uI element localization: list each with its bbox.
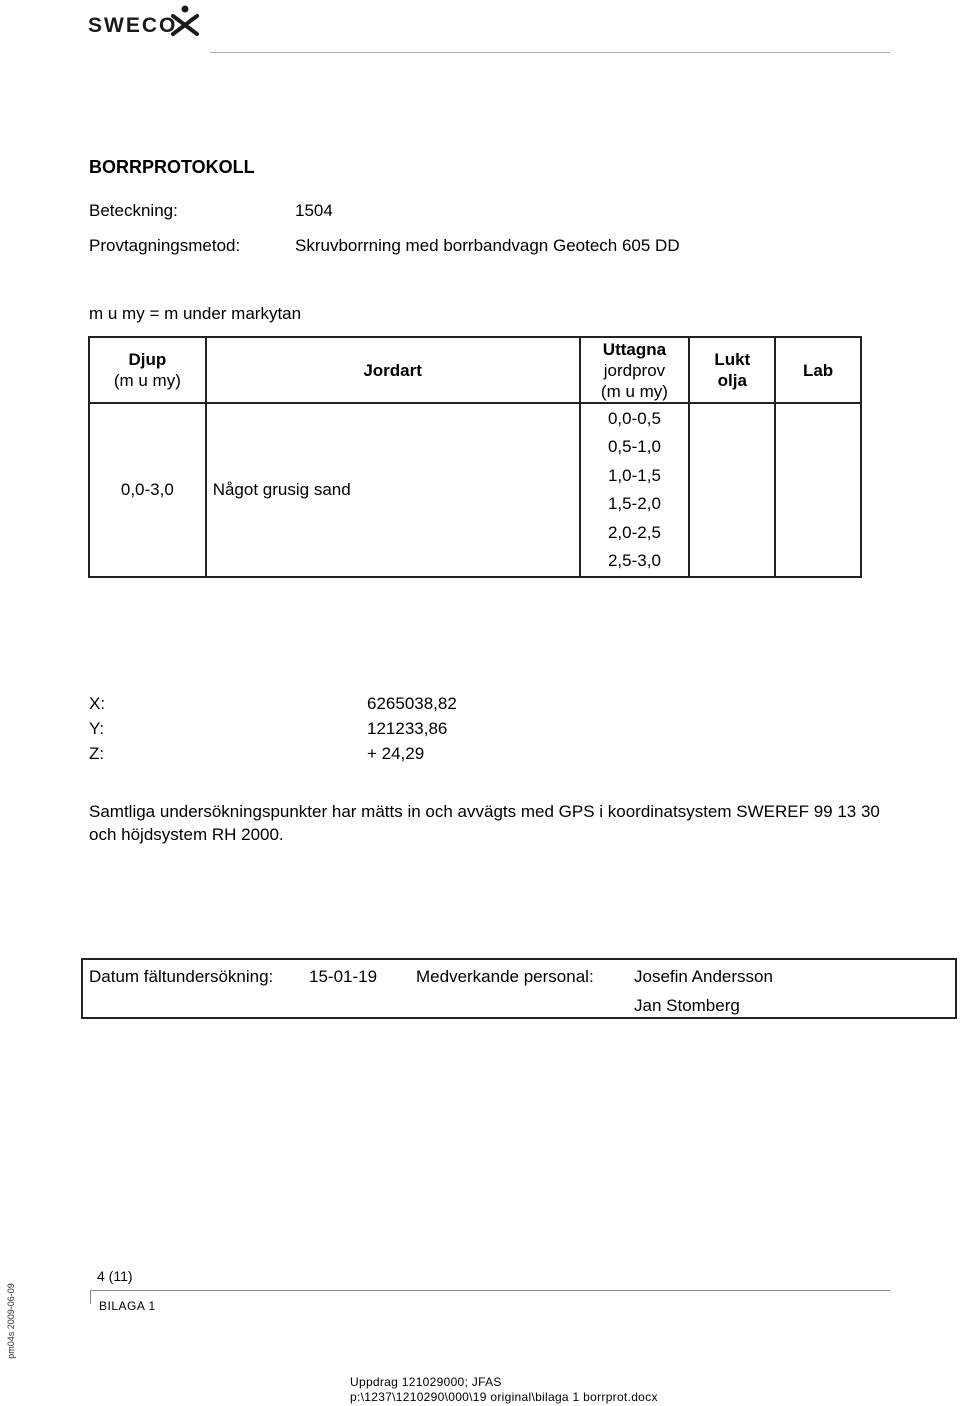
file-path: p:\1237\1210290\000\19 original\bilaga 1 borrprot.docx [350, 1390, 658, 1404]
sample-item: 2,0-2,5 [607, 522, 661, 542]
coord-x-label: X: [89, 694, 106, 713]
page-title: BORRPROTOKOLL [89, 157, 255, 177]
coord-y-value: 121233,86 [367, 719, 448, 738]
cell-samples [580, 403, 690, 577]
header-uttagna: Uttagna jordprov (m u my) [580, 337, 690, 403]
personal-label: Medverkande personal: [416, 967, 594, 986]
cell-djup: 0,0-3,0 [89, 403, 206, 577]
company-logo-text: SWECO [88, 14, 178, 37]
header-divider [210, 52, 890, 53]
bilaga-divider [90, 1290, 890, 1291]
measurement-note: Samtliga undersökningspunkter har mätts in och avvägts med GPS i koordinatsystem SWEREF 99 13 30 och höjdsystem RH 2000. [89, 802, 880, 844]
datum-label: Datum fältundersökning: [89, 967, 274, 986]
cell-lukt [689, 403, 775, 577]
page-number: 4 (11) [97, 1268, 133, 1284]
metod-label: Provtagningsmetod: [89, 236, 241, 255]
sample-item: 2,5-3,0 [607, 551, 661, 570]
coord-z-value: + 24,29 [367, 744, 425, 763]
coord-z-label: Z: [89, 744, 105, 763]
coord-y-label: Y: [89, 719, 105, 738]
header-lukt-olja: Lukt olja [689, 337, 775, 403]
header-jordart: Jordart [206, 337, 580, 403]
personal-2: Jan Stomberg [634, 996, 740, 1015]
borr-table [88, 336, 862, 578]
beteckning-value: 1504 [295, 201, 333, 220]
beteckning-label: Beteckning: [89, 201, 178, 220]
table-row [89, 403, 861, 577]
uppdrag-text: Uppdrag 121029000; JFAS [350, 1375, 502, 1389]
cell-jordart: Något grusig sand [206, 403, 580, 577]
header-djup: Djup (m u my) [89, 337, 206, 403]
sample-item: 0,0-0,5 [607, 408, 661, 428]
sample-item: 1,0-1,5 [607, 465, 661, 485]
coord-x-value: 6265038,82 [367, 694, 457, 713]
sample-item: 0,5-1,0 [607, 437, 661, 456]
sample-item: 1,5-2,0 [607, 494, 661, 513]
datum-value: 15-01-19 [309, 967, 378, 986]
bilaga-label: BILAGA 1 [99, 1299, 156, 1313]
cell-lab [775, 403, 861, 577]
sweco-figure-icon [170, 4, 200, 38]
abbreviation-note: m u my = m under markytan [89, 304, 302, 323]
bilaga-tick [90, 1290, 91, 1304]
template-version: pm04s 2009-06-09 [6, 1283, 16, 1359]
metod-value: Skruvborrning med borrbandvagn Geotech 605 DD [295, 236, 680, 255]
header-lab: Lab [775, 337, 861, 403]
personal-1: Josefin Andersson [634, 967, 773, 986]
